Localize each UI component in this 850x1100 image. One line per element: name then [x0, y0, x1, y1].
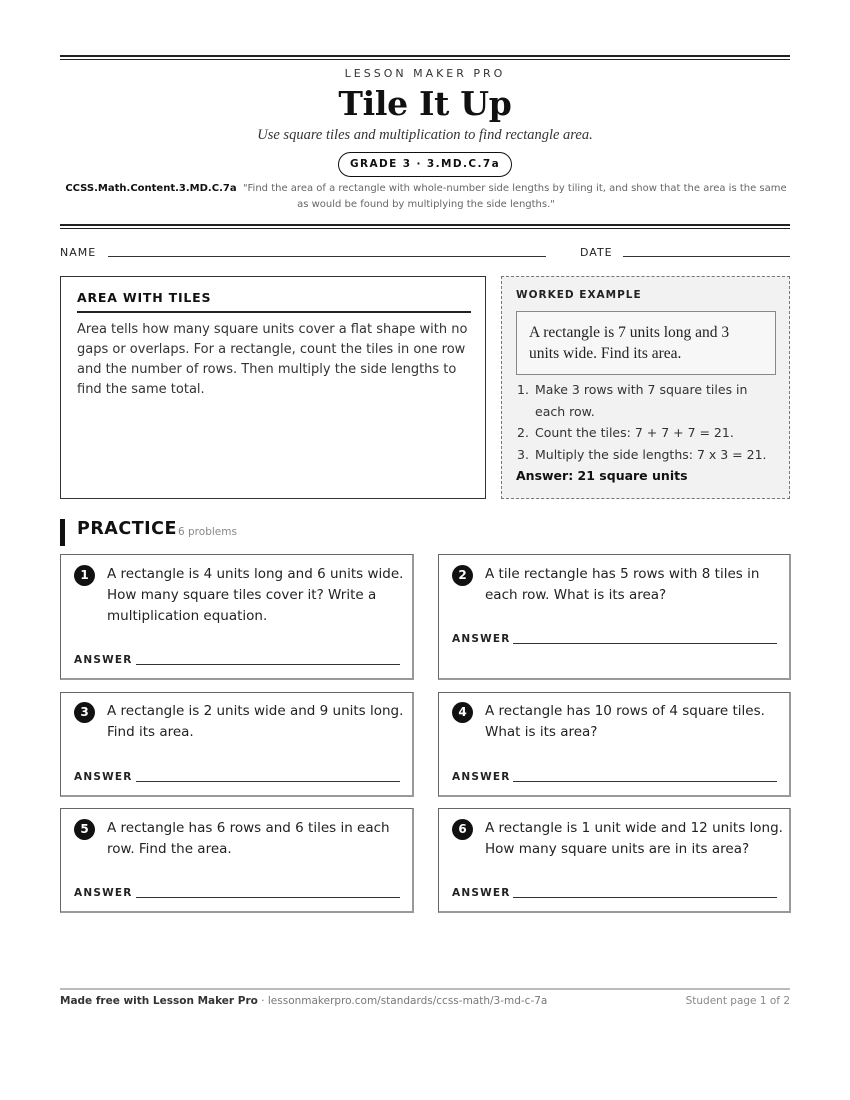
step-number: 1. [517, 382, 529, 397]
date-label: DATE [580, 246, 613, 259]
standard-text: "Find the area of a rectangle with whole-number side lengths by tiling it, and show that the area is the same as would be found by multiplying the side lengths." [242, 183, 787, 210]
problem-text: A rectangle has 10 rows of 4 square tiles. What is its area? [485, 703, 765, 740]
worked-example-title: WORKED EXAMPLE [516, 289, 642, 301]
page-title: Tile It Up [338, 84, 512, 123]
problem-text: A rectangle is 4 units long and 6 units wide. How many square tiles cover it? Write a multiplication equation. [107, 566, 404, 624]
answer-label: ANSWER [452, 887, 511, 899]
concept-body: Area tells how many square units cover a flat shape with no gaps or overlaps. For a rectangle, count the tiles in one row and the number of rows. Then multiply the side lengths to find the same total. [77, 322, 468, 397]
problem-text: A rectangle is 1 unit wide and 12 units long. How many square units are in its area? [485, 820, 783, 857]
worked-example-problem: A rectangle is 7 units long and 3 units wide. Find its area. [516, 311, 776, 375]
problem-number-badge: 1 [74, 565, 95, 586]
problem-text: A rectangle is 2 units wide and 9 units long. Find its area. [107, 703, 404, 740]
problem-number-badge: 2 [452, 565, 473, 586]
answer-field-2[interactable] [513, 643, 777, 644]
concept-divider [77, 311, 471, 313]
answer-field-4[interactable] [513, 781, 777, 782]
worked-example-steps [517, 379, 779, 465]
problem-number-badge: 6 [452, 819, 473, 840]
step-text: Make 3 rows with 7 square tiles in each row. [535, 382, 748, 419]
step-number: 3. [517, 446, 529, 462]
worked-example-answer: Answer: 21 square units [516, 468, 688, 483]
grade-standard-badge: GRADE 3 · 3.MD.C.7a [338, 152, 512, 177]
header-top-rule [60, 55, 790, 60]
concept-title: AREA WITH TILES [77, 290, 212, 305]
answer-field-1[interactable] [136, 664, 400, 665]
page-subtitle: Use square tiles and multiplication to find rectangle area. [257, 127, 593, 143]
header-bottom-rule [60, 224, 790, 229]
worked-step [517, 444, 779, 466]
standard-description [62, 181, 790, 213]
problem-text: A tile rectangle has 5 rows with 8 tiles in each row. What is its area? [485, 566, 760, 603]
worked-step [517, 422, 779, 444]
step-text: Count the tiles: 7 + 7 + 7 = 21. [535, 425, 734, 440]
problem-text: A rectangle has 6 rows and 6 tiles in each row. Find the area. [107, 820, 390, 857]
footer-rule [60, 988, 790, 990]
answer-field-5[interactable] [136, 897, 400, 898]
practice-accent-bar [60, 519, 65, 546]
problem-number-badge: 3 [74, 702, 95, 723]
answer-field-6[interactable] [513, 897, 777, 898]
problem-number-badge: 5 [74, 819, 95, 840]
date-field[interactable] [623, 256, 790, 257]
footer-made-with: Made free with Lesson Maker Pro [60, 995, 258, 1007]
footer-url[interactable]: · lessonmakerpro.com/standards/ccss-math/3-md-c-7a [257, 995, 548, 1007]
answer-label: ANSWER [74, 654, 133, 666]
answer-label: ANSWER [74, 887, 133, 899]
footer-credit [60, 995, 547, 1007]
practice-title: PRACTICE [77, 519, 177, 539]
answer-label: ANSWER [452, 633, 511, 645]
practice-count: 6 problems [178, 526, 237, 538]
answer-label: ANSWER [74, 771, 133, 783]
brand-name: LESSON MAKER PRO [344, 67, 506, 80]
answer-label: ANSWER [452, 771, 511, 783]
step-text: Multiply the side lengths: 7 x 3 = 21. [535, 446, 767, 462]
name-label: NAME [60, 246, 97, 259]
footer-page-number: Student page 1 of 2 [685, 995, 790, 1007]
name-field[interactable] [108, 256, 546, 257]
problem-number-badge: 4 [452, 702, 473, 723]
step-number: 2. [517, 425, 529, 440]
worked-step [517, 379, 779, 422]
answer-field-3[interactable] [136, 781, 400, 782]
standard-code: CCSS.Math.Content.3.MD.C.7a [65, 183, 237, 194]
